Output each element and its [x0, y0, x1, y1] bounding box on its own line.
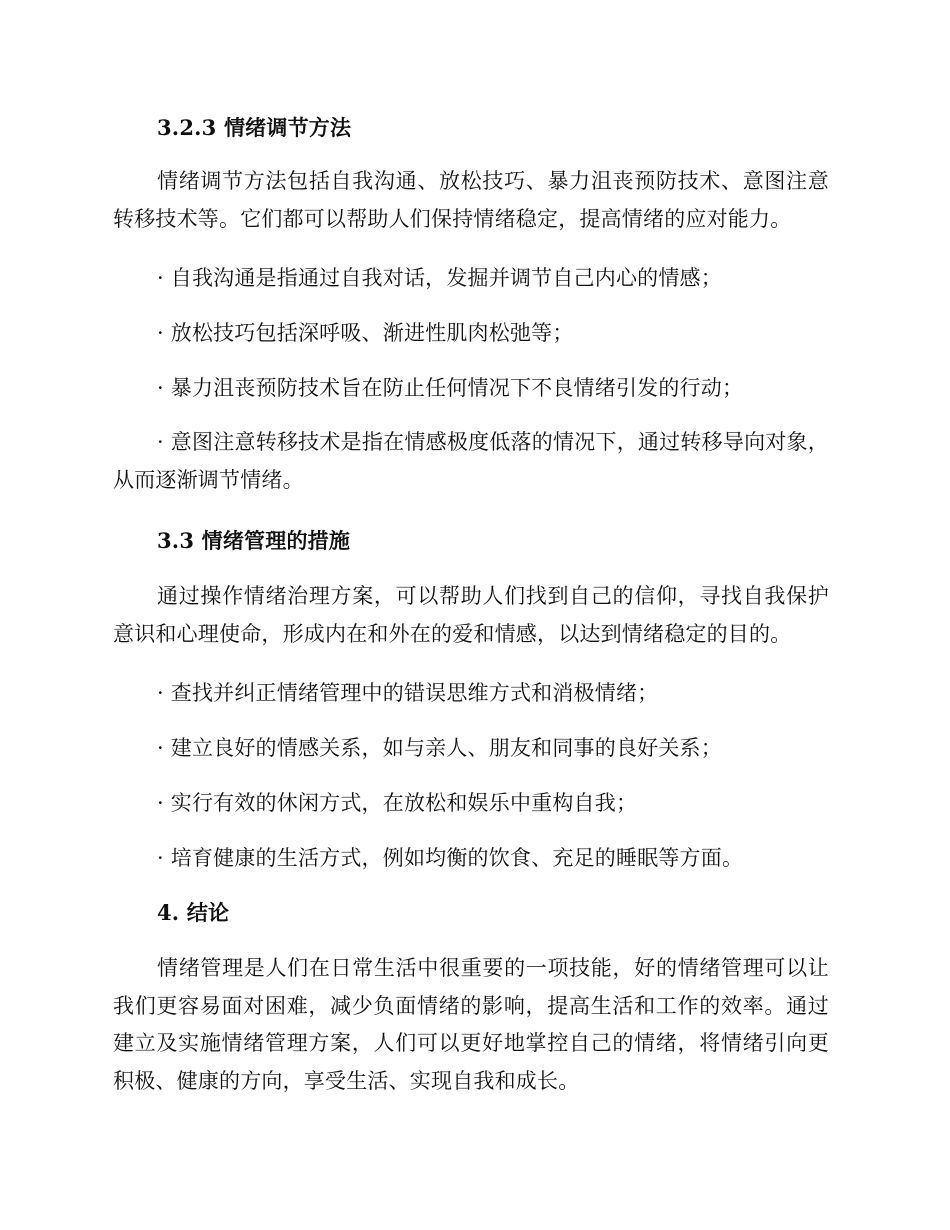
- bullet-item: · 意图注意转移技术是指在情感极度低落的情况下，通过转移导向对象，从而逐渐调节情绪。: [113, 430, 829, 492]
- bullet-item: · 放松技巧包括深呼吸、渐进性肌肉松弛等；: [157, 321, 574, 345]
- section-heading-3-2-3: 3.2.3 情绪调节方法: [157, 115, 352, 140]
- section-intro-3-3: 通过操作情绪治理方案，可以帮助人们找到自己的信仰，寻找自我保护意识和心理使命，形成内在和外在的爱和情感，以达到情绪稳定的目的。: [113, 584, 829, 646]
- bullet-item: · 自我沟通是指通过自我对话，发掘并调节自己内心的情感；: [157, 266, 722, 290]
- bullet-item: · 实行有效的休闲方式，在放松和娱乐中重构自我；: [157, 791, 638, 815]
- conclusion-paragraph: 情绪管理是人们在日常生活中很重要的一项技能，好的情绪管理可以让我们更容易面对困难，减少负面情绪的影响，提高生活和工作的效率。通过建立及实施情绪管理方案，人们可以更好地掌控自己的情绪，将情绪引向更积极、健康的方向，享受生活、实现自我和成长。: [113, 956, 829, 1093]
- section-heading-3-3: 3.3 情绪管理的措施: [157, 528, 351, 553]
- bullet-item: · 查找并纠正情绪管理中的错误思维方式和消极情绪；: [157, 681, 659, 705]
- section-heading-4: 4. 结论: [157, 900, 230, 925]
- bullet-item: · 培育健康的生活方式，例如均衡的饮食、充足的睡眠等方面。: [157, 846, 744, 870]
- section-intro-3-2-3: 情绪调节方法包括自我沟通、放松技巧、暴力沮丧预防技术、意图注意转移技术等。它们都可以帮助人们保持情绪稳定，提高情绪的应对能力。: [113, 169, 829, 231]
- bullet-item: · 建立良好的情感关系，如与亲人、朋友和同事的良好关系；: [157, 736, 722, 760]
- bullet-item: · 暴力沮丧预防技术旨在防止任何情况下不良情绪引发的行动；: [157, 376, 744, 400]
